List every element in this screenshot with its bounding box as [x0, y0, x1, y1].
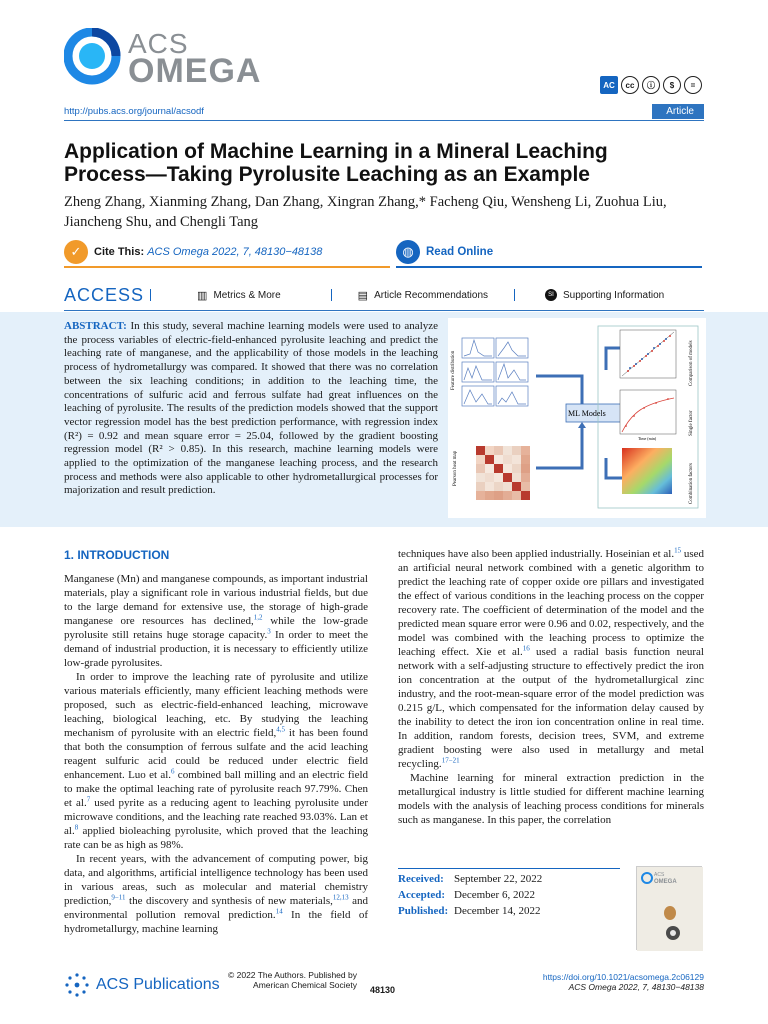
toc-axis-label: Time (min) [638, 436, 657, 441]
article-type-tag: Article [652, 104, 704, 119]
ml-models-label: ML Models [568, 409, 606, 418]
acs-publications-icon [64, 972, 90, 998]
paragraph: In order to improve the leaching rate of pyrolusite and utilize various materials efficiently, many efficient leaching methods were proposed, such as electric-field-enhanced leaching, microwave leaching, biological leaching, etc. By studying the leaching mechanism of pyrolusite with an electric field,$^{4,5}$ it has been found that both the consumption of ferrous sulfate and the acid leaching reagent sulfuric acid could be reduced under electric field enhancement. Luo et al.$^6$ combined ball milling and an electric field to make the optimal leaching rate of pyrolusite reach 97.79%. Chen et al.$^7$ used pyrite as a reducing agent to leaching pyrolusite under microwave conditions, and the leaching rate reached 93.03%. Lan et al.$^8$ applied bioleaching pyrolusite, which proved that the leaching rate can be as high as 98%. [64, 671, 369, 851]
supporting-info-link[interactable] [545, 289, 664, 301]
toc-right-label-top: Comparison of models [689, 340, 694, 386]
metrics-link[interactable] [197, 289, 281, 302]
access-rule [64, 310, 704, 311]
toc-right-label-bottom: Combination factors [689, 463, 694, 504]
divider [514, 289, 515, 301]
citation-link[interactable]: 3 [267, 627, 271, 636]
scatter-panel [620, 330, 676, 378]
acs-omega-logo-icon [64, 28, 124, 88]
publisher-name: ACS Publications [96, 976, 220, 993]
license-icons[interactable] [600, 76, 702, 94]
recommendations-link[interactable] [358, 289, 488, 302]
divider [150, 289, 151, 301]
by-icon: ⓘ [642, 76, 660, 94]
cite-label: Cite This: [94, 246, 145, 258]
logo-omega-text: OMEGA [128, 52, 262, 90]
citation-link[interactable]: 6 [171, 767, 175, 776]
journal-logo [64, 26, 274, 90]
cc-icon: cc [621, 76, 639, 94]
column-right [398, 547, 704, 827]
check-icon: ✓ [64, 240, 88, 264]
paragraph: Manganese (Mn) and manganese compounds, as important industrial materials, play a significant role in various industrial fields, but due to the large demand for extensive use, the storage of high-grade manganese ore resources has declined,$^{1,2}$ while the low-grade pyrolusite still retains huge storage capacity.$^3$ In order to meet the demand of industrial production, it is necessary to efficiently utilize low-grade pyrolusites. [64, 573, 368, 669]
read-online-bar[interactable] [396, 238, 702, 268]
doi-link[interactable]: https://doi.org/10.1021/acsomega.2c06129 [542, 972, 704, 982]
author-choice-icon: AC [600, 76, 618, 94]
citation-link[interactable]: 9−11 [111, 893, 126, 902]
abstract [64, 320, 438, 498]
recommendations-label: Article Recommendations [374, 289, 489, 301]
divider [331, 289, 332, 301]
published-label: Published: [398, 905, 449, 917]
abstract-text: In this study, several machine learning models were used to analyze the process variables of electric-field-enhanced pyrolusite leaching and predict the leaching rate of manganese, and the applicability of those models in the leaching process of hydrometallurgy was compared. It showed that there was no correlation between the six leaching conditions; in addition to the leaching time, the concentrations of sulfuric acid and ferrous sulfate had great influences on the leaching of pyrolusite. The results of the prediction models showed that the support vector regression model has the best prediction performance, with regression index (R²) = 0.92 and mean square error = 25.04, followed by the gradient boosting regression model (R² > 0.85). In this research, machine learning models were applied to the optimization of the manganese leaching process, and the research process and methods were also applicable to other hydrometallurgical processes for majorization and result prediction. [64, 320, 439, 497]
pearson-heatmap-label: Pearson heat map [453, 450, 458, 486]
toc-graphic[interactable] [448, 318, 706, 518]
access-label: ACCESS [64, 284, 145, 305]
si-icon: SI [545, 289, 557, 301]
citation-link[interactable]: 16 [522, 644, 530, 653]
section-heading: 1. INTRODUCTION [64, 548, 170, 562]
toc-figure [448, 318, 706, 518]
author-list[interactable]: Zheng Zhang, Xianming Zhang, Dan Zhang, Xingran Zhang,* Facheng Qiu, Wensheng Li, Zuohua Liu, Jiancheng Shu, and Chengli Tang [64, 194, 667, 230]
paragraph: In recent years, with the advancement of computing power, big data, and algorithms, artificial intelligence technology has been used in various areas, such as molecular and material chemistry prediction,$^{9-11}$ the discovery and synthesis of new materials,$^{12,13}$ and environmental pollution removal prediction.$^{14}$ In the field of hydrometallurgy, machine learning [64, 853, 368, 935]
feature-distribution-label: Feature distribution [451, 350, 456, 390]
abstract-label: ABSTRACT: [64, 320, 127, 332]
copyright-line1: © 2022 The Authors. Published by [228, 970, 357, 980]
header-rule [64, 120, 704, 121]
bar-chart-icon: ▥ [197, 289, 208, 302]
copyright [228, 970, 357, 990]
cite-this-bar[interactable] [64, 238, 390, 268]
paragraph: Machine learning for mineral extraction prediction in the metallurgical industry is little studied for different machine learning models with the analysis of leaching process conditions for minerals such as manganese. In this paper, the correlation [398, 772, 704, 826]
received-label: Received: [398, 873, 444, 885]
accepted-date: December 6, 2022 [454, 889, 535, 901]
citation-link[interactable]: 17−21 [441, 756, 460, 765]
citation-link[interactable]: 12,13 [332, 893, 349, 902]
read-online-link[interactable]: Read Online [426, 246, 494, 258]
journal-url-link[interactable]: http://pubs.acs.org/journal/acsodf [64, 106, 204, 117]
metrics-label: Metrics & More [213, 289, 281, 301]
publication-dates [398, 868, 620, 919]
access-bar [64, 284, 704, 306]
nc-icon: $ [663, 76, 681, 94]
cover-image [637, 867, 703, 951]
citation-link[interactable]: 7 [86, 795, 91, 804]
nd-icon: = [684, 76, 702, 94]
doi-block [543, 972, 704, 992]
cover-title-bottom: OMEGA [654, 879, 677, 885]
received-date: September 22, 2022 [454, 873, 543, 885]
document-icon: ▤ [357, 289, 369, 302]
single-factor-panel [620, 390, 676, 434]
column-left [64, 572, 368, 936]
cite-reference[interactable]: ACS Omega 2022, 7, 48130−48138 [147, 246, 323, 258]
accepted-label: Accepted: [398, 889, 446, 901]
citation-link[interactable]: 1,2 [253, 613, 263, 622]
journal-cover-thumbnail[interactable] [636, 866, 702, 950]
logo-acs-text: ACS [128, 28, 189, 59]
article-title: Application of Machine Learning in a Mineral Leaching Process—Taking Pyrolusite Leaching as an Example [64, 140, 608, 186]
supporting-label: Supporting Information [563, 289, 665, 301]
cover-title-top: ACS [654, 872, 665, 878]
citation-link[interactable]: 15 [674, 546, 682, 555]
citation-link[interactable]: 8 [74, 823, 79, 832]
globe-icon: ◍ [396, 240, 420, 264]
journal-citation: ACS Omega 2022, 7, 48130−48138 [568, 982, 704, 992]
citation-link[interactable]: 4,5 [276, 725, 285, 734]
copyright-line2: American Chemical Society [253, 980, 357, 990]
publisher-logo[interactable] [64, 972, 220, 998]
published-date: December 14, 2022 [454, 905, 541, 917]
toc-right-label-mid: Single factor [689, 410, 694, 436]
combination-surface [622, 448, 672, 494]
citation-link[interactable]: 14 [275, 907, 283, 916]
paragraph: techniques have also been applied industrially. Hoseinian et al.$^{15}$ used an artificial neural network combined with a genetic algorithm to predict the leaching rate of copper oxide ore pillars and investigated the effect of various conditions in the leaching process on the copper recovery rate. The coefficient of determination of the model and the predicted mean square error were 0.96 and 0.02, respectively, and the model was combined with the leaching process to optimize the leaching effect. Xie et al.$^{16}$ used a radial basis function neural network with a self-adjusting structure to effectively predict the iron ion concentration at the output of the hydrometallurgical zinc industry, and the root-mean-square error of the model prediction was 0.215 g/L, which compensated for the information delay caused by the inability to detect the iron ion concentration online in real time. In addition, random forests, decision trees, SVM, and extreme gradient boosting were also used in metallurgy and metal recycling.$^{17-21}$ [398, 546, 704, 770]
page-number: 48130 [370, 985, 396, 995]
heatmap-grid [476, 446, 530, 500]
